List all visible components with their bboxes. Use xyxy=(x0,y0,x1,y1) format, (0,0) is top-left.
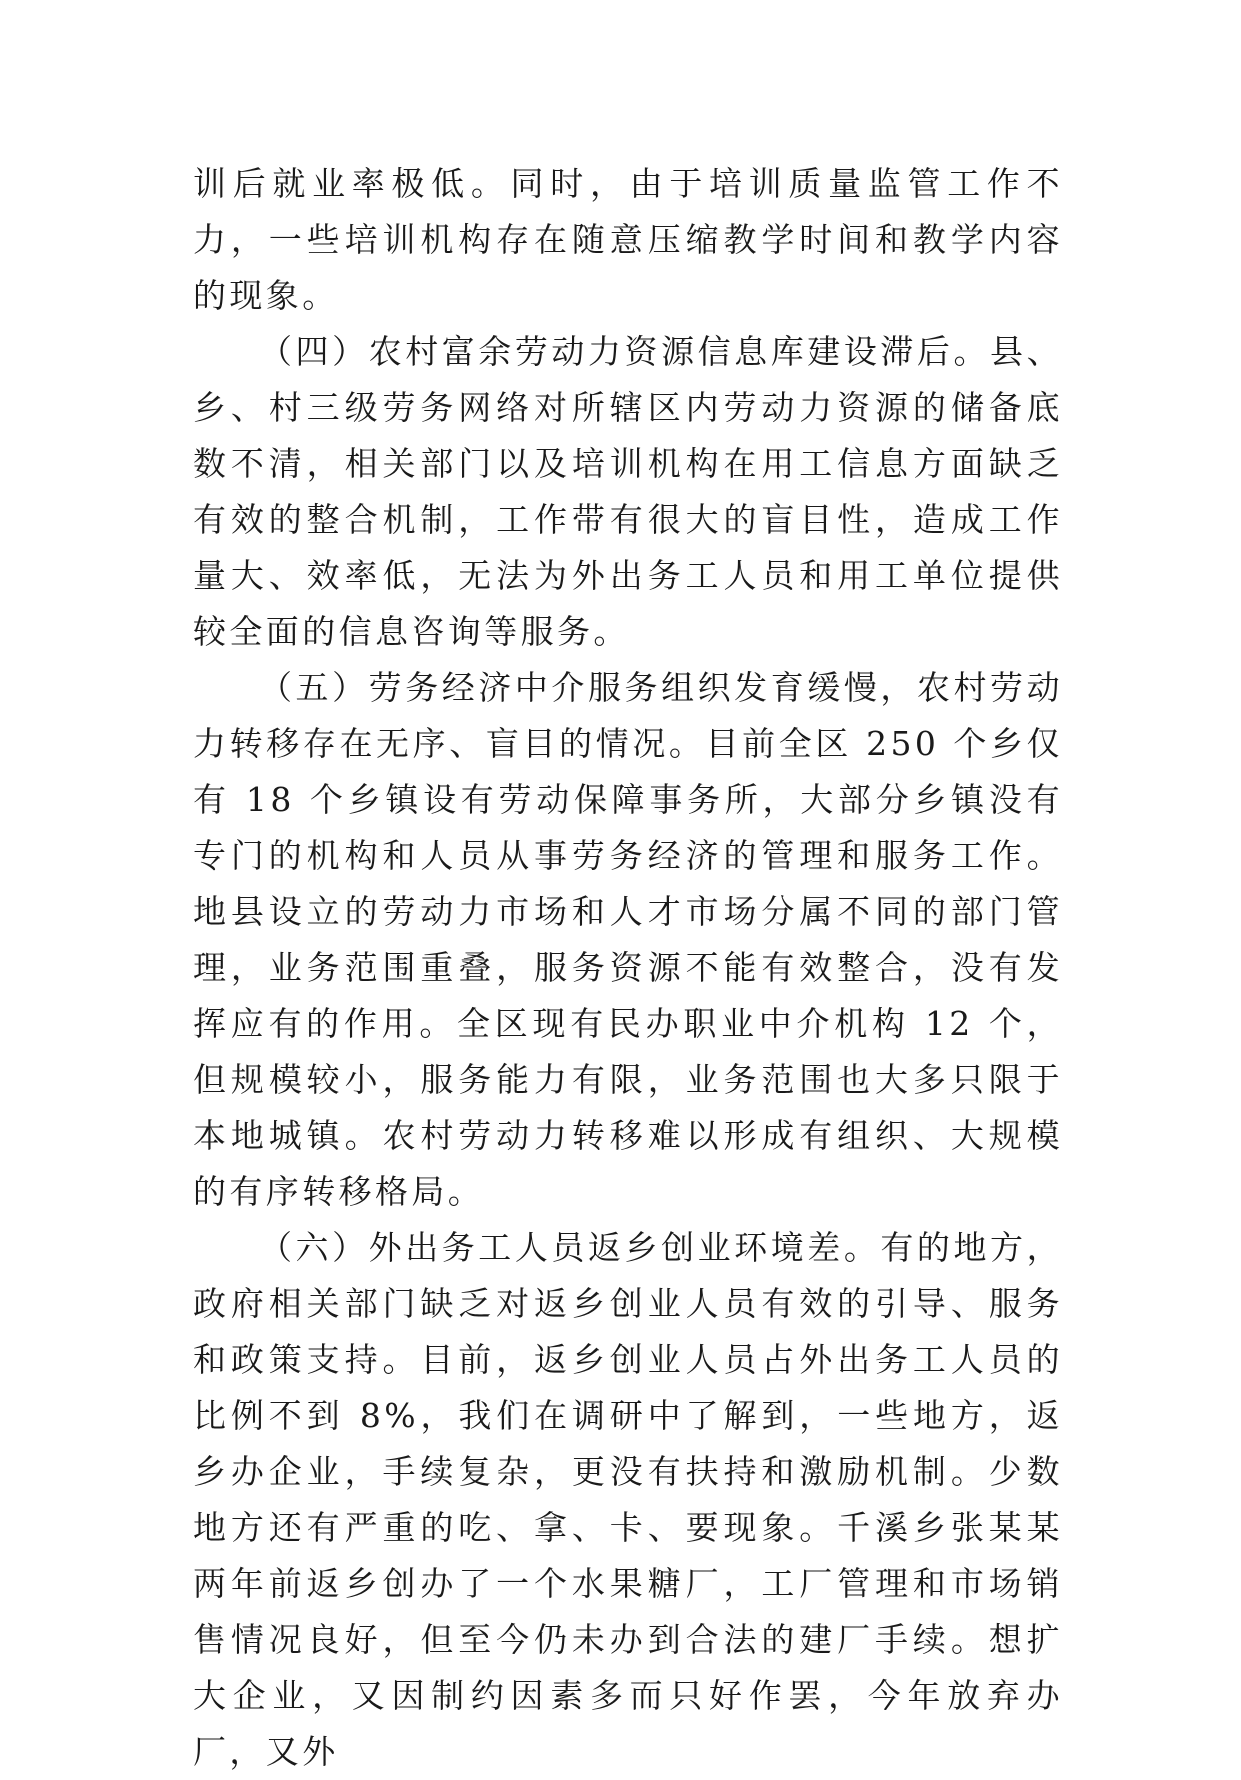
paragraph-section-5: （五）劳务经济中介服务组织发育缓慢，农村劳动力转移存在无序、盲目的情况。目前全区 250 个乡仅有 18 个乡镇设有劳动保障事务所，大部分乡镇没有专门的机构和人员从事劳务经济的管理和服务工作。地县设立的劳动力市场和人才市场分属不同的部门管理，业务范围重叠，服务资源不能有效整合，没有发挥应有的作用。全区现有民办职业中介机构 12 个，但规模较小，服务能力有限，业务范围也大多只限于本地城镇。农村劳动力转移难以形成有组织、大规模的有序转移格局。 xyxy=(193,668,1063,1211)
paragraph-section-6: （六）外出务工人员返乡创业环境差。有的地方，政府相关部门缺乏对返乡创业人员有效的引导、服务和政策支持。目前，返乡创业人员占外出务工人员的比例不到 8%，我们在调研中了解到，一些地方，返乡办企业，手续复杂，更没有扶持和激励机制。少数地方还有严重的吃、拿、卡、要现象。千溪乡张某某两年前返乡创办了一个水果糖厂，工厂管理和市场销售情况良好，但至今仍未办到合法的建厂手续。想扩大企业，又因制约因素多而只好作罢，今年放弃办厂，又外 xyxy=(193,1228,1063,1771)
paragraph-continuation: 训后就业率极低。同时，由于培训质量监管工作不力，一些培训机构存在随意压缩教学时间和教学内容的现象。 xyxy=(193,164,1063,315)
document-body xyxy=(193,156,1063,1780)
paragraph-section-4: （四）农村富余劳动力资源信息库建设滞后。县、乡、村三级劳务网络对所辖区内劳动力资源的储备底数不清，相关部门以及培训机构在用工信息方面缺乏有效的整合机制，工作带有很大的盲目性，造成工作量大、效率低，无法为外出务工人员和用工单位提供较全面的信息咨询等服务。 xyxy=(193,332,1063,651)
